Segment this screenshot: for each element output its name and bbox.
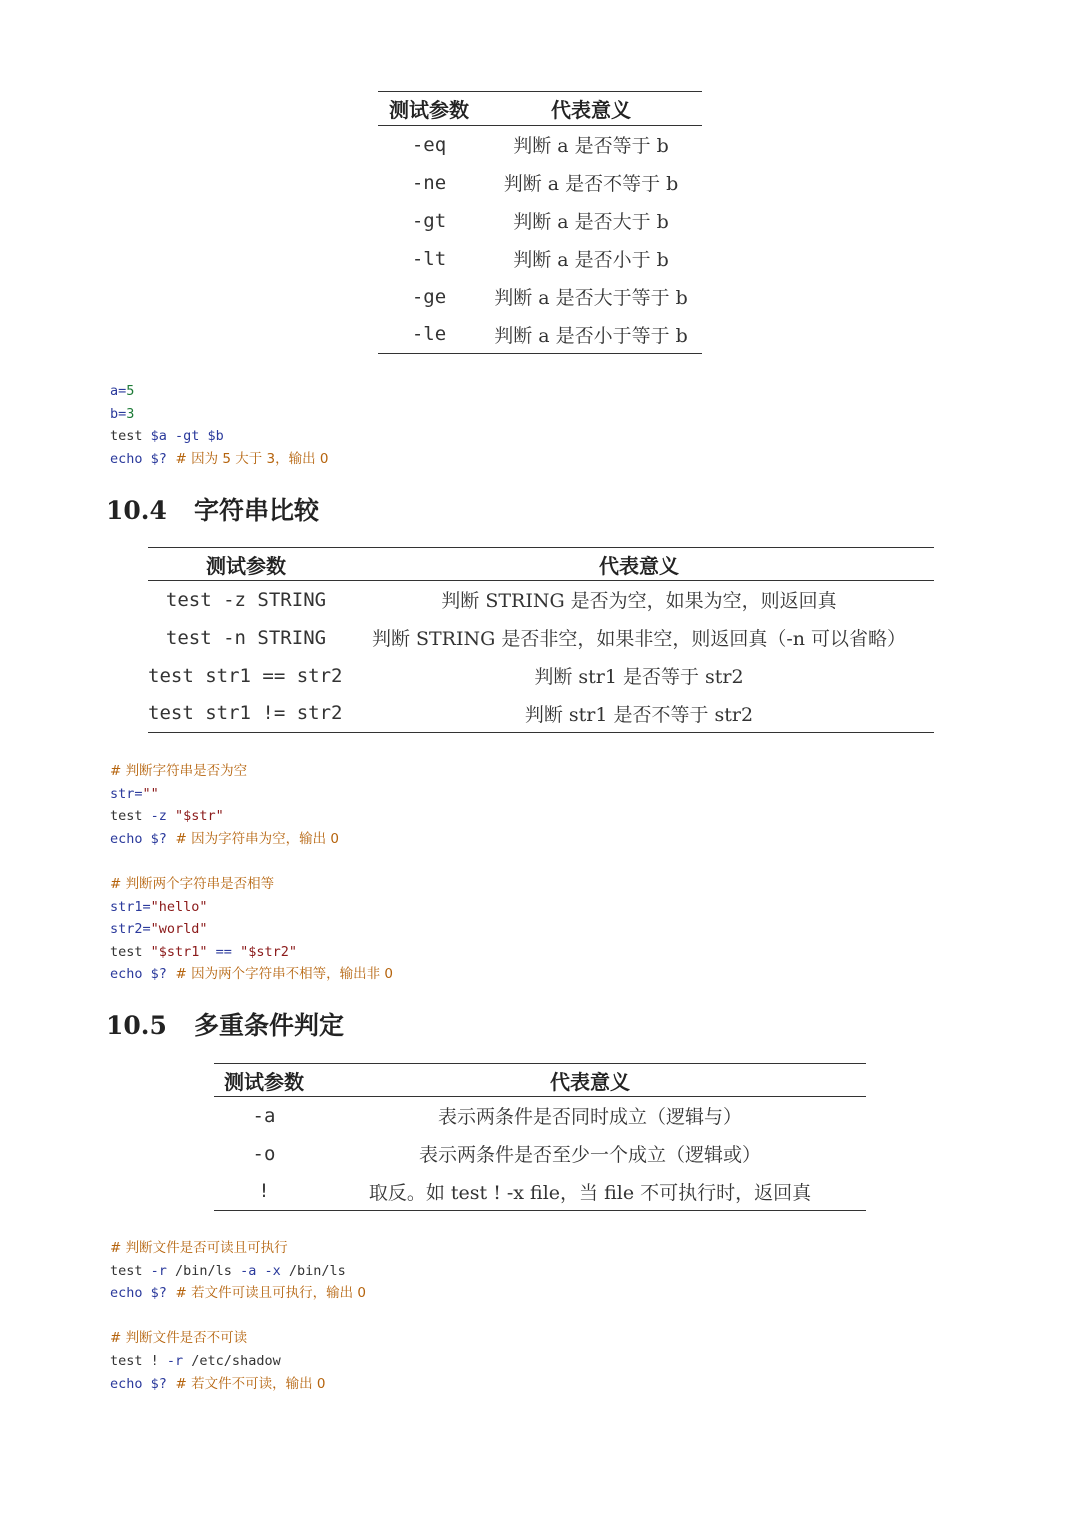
code-block-multi-condition <box>110 1237 366 1395</box>
code-line <box>110 805 393 828</box>
table-header-meaning: 代表意义 <box>551 98 631 122</box>
code-line <box>110 1373 366 1396</box>
code-token: a= <box>110 383 127 399</box>
param-cell: test str1 == str2 <box>148 664 343 687</box>
table-row <box>148 657 934 695</box>
code-token: test ! <box>110 1352 167 1369</box>
param-cell: test -z STRING <box>165 588 327 611</box>
code-token: # 因为 5 大于 3，输出 0 <box>166 450 329 467</box>
code-line <box>110 1327 366 1350</box>
code-token: $? <box>150 1285 167 1302</box>
code-token: "$str1" <box>150 943 208 960</box>
code-token: 5 <box>126 383 135 399</box>
code-token: test <box>110 808 151 825</box>
meaning-cell: 表示两条件是否至少一个成立（逻辑或） <box>418 1144 761 1166</box>
code-block-numeric <box>110 380 329 470</box>
code-token: test <box>110 1262 151 1279</box>
section-heading-string-compare <box>106 491 319 527</box>
param-cell: -le <box>411 323 447 346</box>
param-cell: test str1 != str2 <box>148 702 343 725</box>
code-token: -gt <box>166 428 208 445</box>
code-token: test <box>110 428 151 445</box>
code-token: # 因为字符串为空，输出 0 <box>166 830 339 847</box>
code-line <box>110 380 329 403</box>
string-comparison-table <box>148 547 934 733</box>
code-token: echo <box>110 450 151 467</box>
code-token: echo <box>110 1375 151 1392</box>
code-token: "" <box>142 785 159 802</box>
section-title: 字符串比较 <box>194 496 320 525</box>
table-row <box>378 316 702 354</box>
code-token: $? <box>150 450 167 467</box>
code-token: $b <box>207 428 224 445</box>
param-cell: test -n STRING <box>165 626 327 649</box>
param-cell: -o <box>252 1142 276 1165</box>
meaning-cell: 判断 a 是否大于 b <box>513 211 669 233</box>
table-header-meaning: 代表意义 <box>599 553 679 578</box>
code-token: str1= <box>110 898 151 915</box>
param-cell: -ne <box>411 171 447 194</box>
code-line <box>110 896 393 919</box>
code-token: # 若文件不可读，输出 0 <box>166 1375 326 1392</box>
param-cell: -a <box>252 1104 276 1127</box>
code-token: -r <box>150 1262 176 1279</box>
code-line <box>110 425 329 448</box>
code-token: "world" <box>150 921 208 938</box>
code-token: # 判断两个字符串是否相等 <box>110 875 275 892</box>
code-line <box>110 941 393 964</box>
code-token: $? <box>150 1375 167 1392</box>
table-row <box>378 202 702 240</box>
code-line <box>110 918 393 941</box>
table-header-param: 测试参数 <box>389 98 469 122</box>
code-token: echo <box>110 966 151 983</box>
code-token: "$str2" <box>240 943 297 960</box>
table-row <box>214 1173 866 1211</box>
param-cell: -eq <box>411 133 447 156</box>
code-line <box>110 1237 366 1260</box>
meaning-cell: 判断 a 是否等于 b <box>513 135 669 158</box>
code-token: $? <box>150 966 167 983</box>
code-token: /bin/ls <box>175 1262 241 1279</box>
code-token: # 判断字符串是否为空 <box>110 763 248 779</box>
param-cell: -gt <box>411 209 447 232</box>
table-row <box>148 619 934 657</box>
table-row <box>214 1097 866 1135</box>
code-token: str= <box>110 785 143 802</box>
table-row <box>378 126 702 164</box>
code-line <box>110 760 393 783</box>
code-token: -a <box>240 1262 265 1279</box>
code-token: 3 <box>126 405 135 422</box>
meaning-cell: 判断 str1 是否不等于 str2 <box>524 703 754 726</box>
code-token: /bin/ls <box>288 1262 346 1279</box>
table-header-param: 测试参数 <box>206 553 286 578</box>
param-cell: -ge <box>411 285 447 308</box>
code-line <box>110 403 329 426</box>
code-token: test <box>110 943 151 960</box>
code-blank-line <box>110 850 393 873</box>
code-token: echo <box>110 830 151 847</box>
multi-condition-table <box>214 1063 866 1211</box>
param-cell: ! <box>258 1180 270 1203</box>
table-header-param: 测试参数 <box>224 1069 304 1094</box>
code-line <box>110 1260 366 1283</box>
param-cell: -lt <box>411 247 447 270</box>
code-token: # 判断文件是否可读且可执行 <box>110 1240 288 1256</box>
meaning-cell: 判断 a 是否小于 b <box>513 249 669 271</box>
code-line <box>110 963 393 986</box>
code-line <box>110 448 329 471</box>
code-token: $? <box>150 830 167 847</box>
code-token: echo <box>110 1285 151 1302</box>
section-number: 10.5 <box>106 1011 167 1040</box>
section-heading-multi-condition <box>106 1006 344 1042</box>
code-block-string <box>110 760 393 986</box>
section-title: 多重条件判定 <box>194 1011 345 1040</box>
code-token: -x <box>264 1262 289 1279</box>
meaning-cell: 判断 STRING 是否为空，如果为空，则返回真 <box>441 590 837 613</box>
code-token: # 若文件可读且可执行，输出 0 <box>166 1285 366 1302</box>
numeric-comparison-table <box>378 91 702 354</box>
table-row <box>148 581 934 619</box>
section-number: 10.4 <box>106 496 167 525</box>
code-line <box>110 828 393 851</box>
code-token: # 判断文件是否不可读 <box>110 1330 248 1347</box>
code-line <box>110 1282 366 1305</box>
code-token: -r <box>166 1352 192 1369</box>
code-token: b= <box>110 405 127 422</box>
code-token: str2= <box>110 921 151 938</box>
meaning-cell: 取反。如 test ! -x file，当 file 不可执行时，返回真 <box>368 1181 812 1204</box>
code-blank-line <box>110 1305 366 1328</box>
code-line <box>110 1350 366 1373</box>
code-token: == <box>207 943 241 960</box>
table-row <box>378 164 702 202</box>
code-token: "$str" <box>175 808 224 825</box>
meaning-cell: 判断 a 是否不等于 b <box>503 173 679 195</box>
code-token: /etc/shadow <box>191 1352 281 1369</box>
table-row <box>214 1135 866 1173</box>
meaning-cell: 判断 a 是否小于等于 b <box>494 324 688 347</box>
table-row <box>148 695 934 733</box>
meaning-cell: 判断 str1 是否等于 str2 <box>534 666 744 688</box>
code-line <box>110 873 393 896</box>
meaning-cell: 判断 STRING 是否非空，如果非空，则返回真（-n 可以省略） <box>371 628 907 650</box>
table-row <box>378 278 702 316</box>
meaning-cell: 判断 a 是否大于等于 b <box>494 287 688 309</box>
code-token: # 因为两个字符串不相等，输出非 0 <box>166 966 393 983</box>
code-token: $a <box>150 428 167 445</box>
code-token: "hello" <box>150 898 208 915</box>
code-token: -z <box>150 808 176 825</box>
meaning-cell: 表示两条件是否同时成立（逻辑与） <box>437 1106 742 1129</box>
code-line <box>110 783 393 806</box>
table-header-meaning: 代表意义 <box>550 1069 630 1094</box>
table-row <box>378 240 702 278</box>
